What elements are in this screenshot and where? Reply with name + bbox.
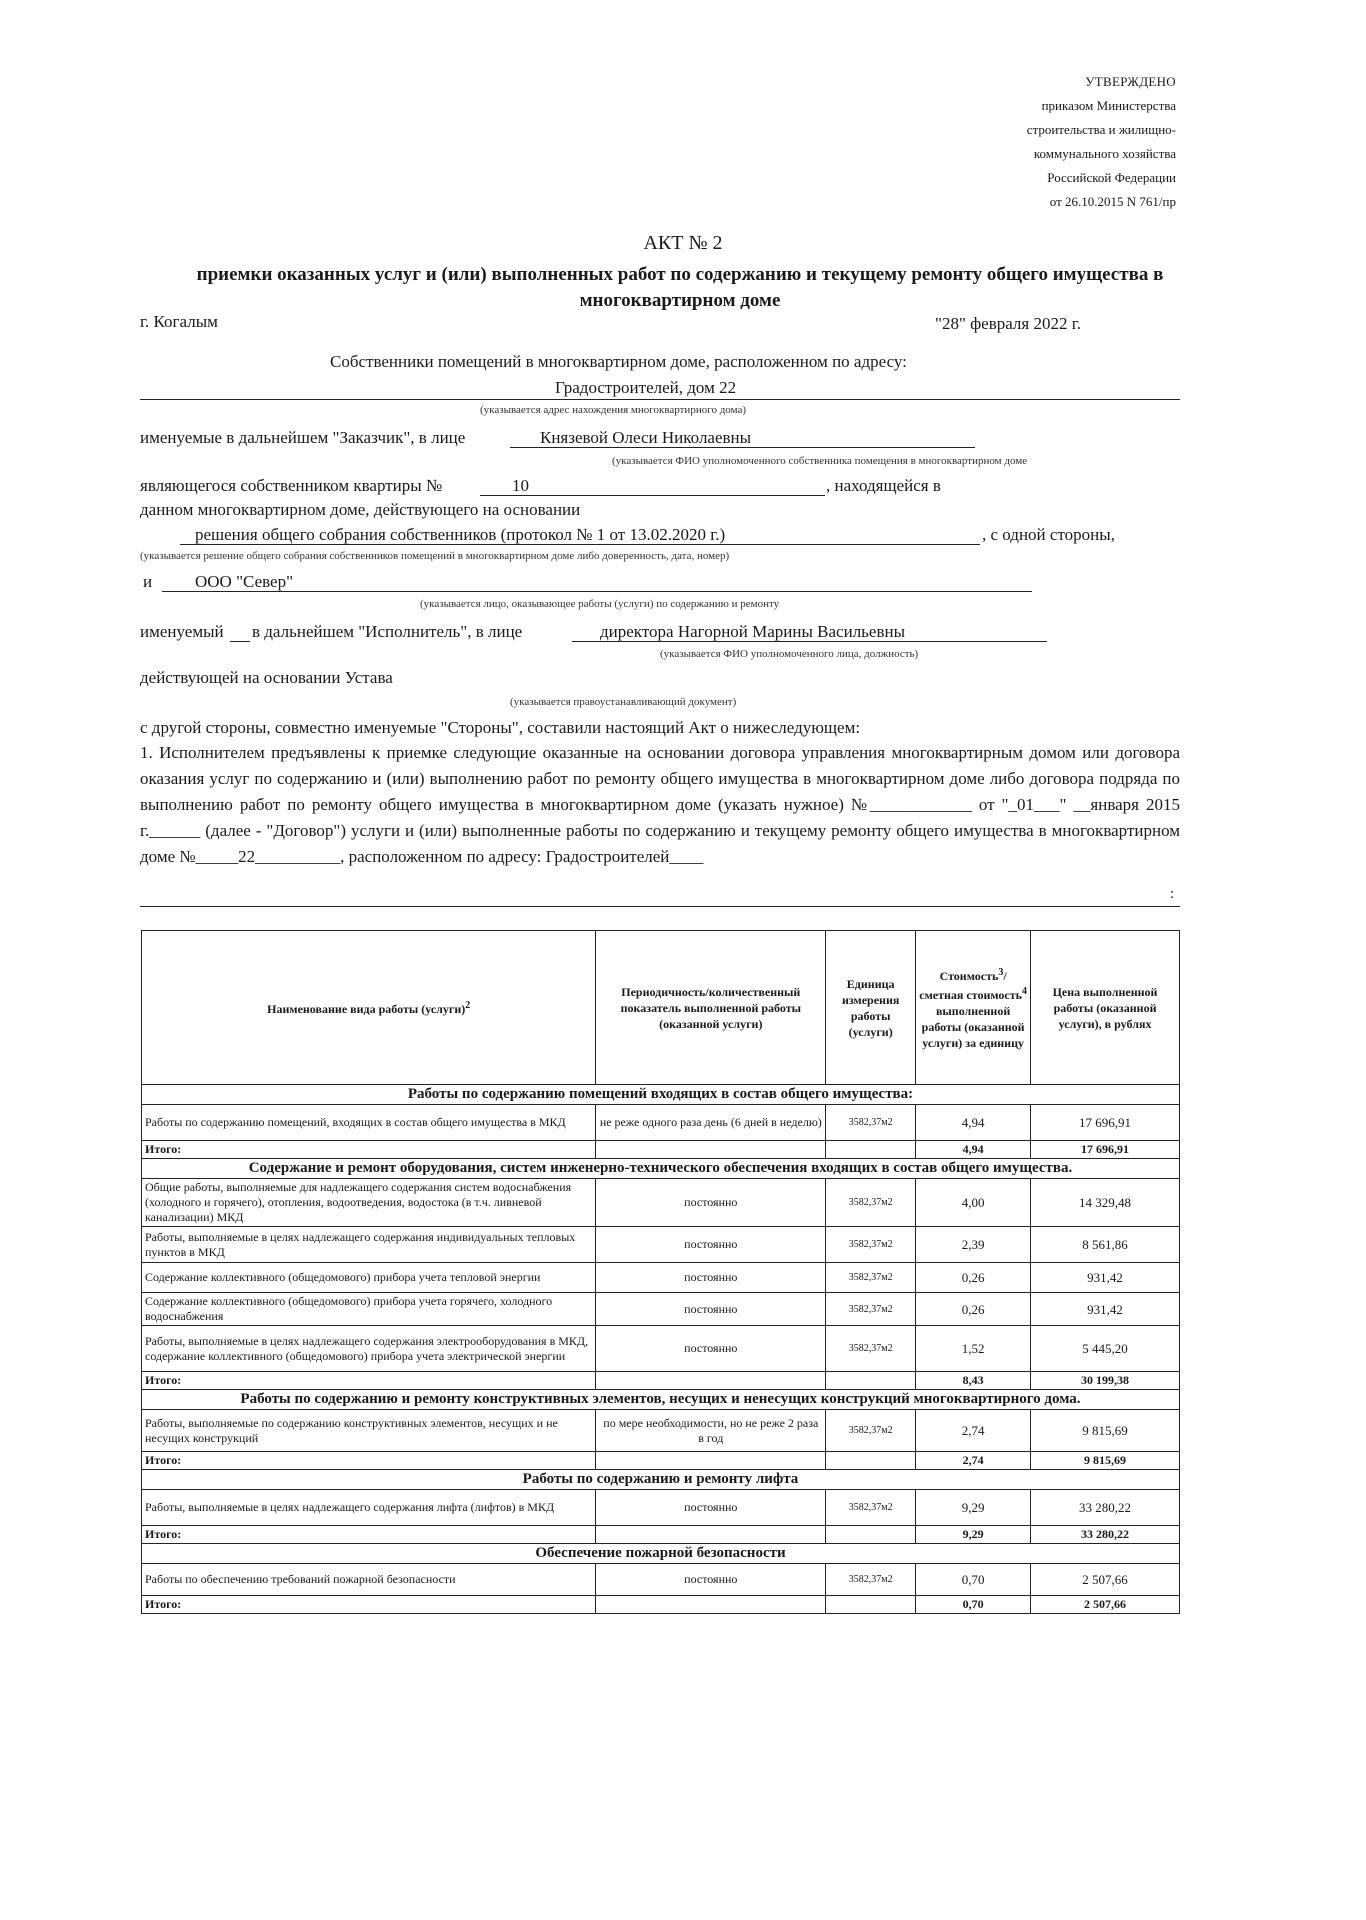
basis-text: решения общего собрания собственников (протокол № 1 от 13.02.2020 г.) bbox=[195, 525, 726, 544]
empty-cell bbox=[826, 1452, 916, 1470]
section-title: Обеспечение пожарной безопасности bbox=[142, 1544, 1180, 1564]
work-price: 5 445,20 bbox=[1031, 1326, 1180, 1372]
contractor-hint: (указывается лицо, оказывающее работы (услуги) по содержанию и ремонту bbox=[420, 598, 780, 610]
empty-cell bbox=[596, 1141, 826, 1159]
total-label: Итого: bbox=[142, 1372, 596, 1390]
total-price: 2 507,66 bbox=[1031, 1596, 1180, 1614]
work-unit: 3582,37м2 bbox=[826, 1326, 916, 1372]
approval-head: УТВЕРЖДЕНО bbox=[1085, 74, 1176, 89]
total-label: Итого: bbox=[142, 1141, 596, 1159]
work-name: Содержание коллективного (общедомового) прибора учета горячего, холодного водоснабжения bbox=[142, 1293, 596, 1326]
table-row bbox=[142, 1105, 1180, 1141]
work-unit-cost: 0,26 bbox=[916, 1293, 1031, 1326]
work-period: постоянно bbox=[596, 1293, 826, 1326]
section-title: Работы по содержанию и ремонту лифта bbox=[142, 1470, 1180, 1490]
contractor-name: ООО "Север" bbox=[195, 572, 294, 591]
total-cost: 8,43 bbox=[916, 1372, 1031, 1390]
table-header-row bbox=[142, 931, 1180, 1085]
empty-cell bbox=[596, 1452, 826, 1470]
address-hint: (указывается адрес нахождения многоквартирного дома) bbox=[480, 404, 747, 416]
approval-stamp bbox=[876, 70, 1176, 214]
total-price: 33 280,22 bbox=[1031, 1526, 1180, 1544]
section-header-row bbox=[142, 1544, 1180, 1564]
work-unit-cost: 2,74 bbox=[916, 1410, 1031, 1452]
owners-line: Собственники помещений в многоквартирном доме, расположенном по адресу: bbox=[330, 352, 907, 371]
total-row bbox=[142, 1372, 1180, 1390]
acting-hint: (указывается правоустанавливающий документ) bbox=[510, 696, 737, 708]
executor-hint: (указывается ФИО уполномоченного лица, должность) bbox=[660, 648, 919, 660]
work-price: 9 815,69 bbox=[1031, 1410, 1180, 1452]
empty-cell bbox=[826, 1372, 916, 1390]
customer-prefix: именуемые в дальнейшем "Заказчик", в лице bbox=[140, 428, 466, 447]
work-unit-cost: 0,26 bbox=[916, 1263, 1031, 1293]
total-row bbox=[142, 1526, 1180, 1544]
executor-name: директора Нагорной Марины Васильевны bbox=[600, 622, 906, 641]
work-name: Работы, выполняемые в целях надлежащего содержания лифта (лифтов) в МКД bbox=[142, 1490, 596, 1526]
approval-line: Российской Федерации bbox=[1047, 170, 1176, 185]
work-unit: 3582,37м2 bbox=[826, 1564, 916, 1596]
executor-prefix: именуемый bbox=[140, 622, 224, 641]
total-row bbox=[142, 1452, 1180, 1470]
empty-cell bbox=[826, 1596, 916, 1614]
clause-1: 1. Исполнителем предъявлены к приемке следующие оказанные на основании договора управления многоквартирным домом или договора оказания услуг по содержанию и (или) выполнению работ по ремонту общего имущества в многоквартирном доме либо договора подряда по выполнению работ по ремонту общего имущества в многоквартирном доме (указать нужное) №____________ от "_01___" __января 2015 г.______ (далее - "Договор") услуги и (или) выполненные работы по содержанию и текущему ремонту общего имущества в многоквартирном доме №_____22__________, расположенном по адресу: Градостроителей____ bbox=[140, 743, 1180, 866]
basis-suffix: , с одной стороны, bbox=[982, 525, 1115, 544]
basis-line: данном многоквартирном доме, действующего на основании bbox=[140, 500, 581, 519]
customer-hint: (указывается ФИО уполномоченного собственника помещения в многоквартирном доме bbox=[612, 455, 1028, 467]
work-unit: 3582,37м2 bbox=[826, 1263, 916, 1293]
work-price: 931,42 bbox=[1031, 1293, 1180, 1326]
work-price: 931,42 bbox=[1031, 1263, 1180, 1293]
work-name: Работы, выполняемые в целях надлежащего содержания электрооборудования в МКД, содержание коллективного (общедомового) прибора учета электрической энергии bbox=[142, 1326, 596, 1372]
header-unit: Единица измерения работы (услуги) bbox=[826, 931, 916, 1085]
work-unit-cost: 0,70 bbox=[916, 1564, 1031, 1596]
total-price: 9 815,69 bbox=[1031, 1452, 1180, 1470]
work-unit-cost: 1,52 bbox=[916, 1326, 1031, 1372]
work-period: постоянно bbox=[596, 1227, 826, 1263]
executor-middle: в дальнейшем "Исполнитель", в лице bbox=[252, 622, 523, 641]
act-city: г. Когалым bbox=[140, 312, 218, 331]
empty-cell bbox=[596, 1372, 826, 1390]
address-underline bbox=[140, 399, 1180, 400]
header-price: Цена выполненной работы (оказанной услуги), в рублях bbox=[1031, 931, 1180, 1085]
work-unit: 3582,37м2 bbox=[826, 1293, 916, 1326]
total-cost: 9,29 bbox=[916, 1526, 1031, 1544]
section-header-row bbox=[142, 1390, 1180, 1410]
work-price: 17 696,91 bbox=[1031, 1105, 1180, 1141]
apartment-suffix: , находящейся в bbox=[826, 476, 941, 495]
work-unit: 3582,37м2 bbox=[826, 1105, 916, 1141]
act-title: АКТ № 2 bbox=[643, 232, 723, 254]
act-date: "28" февраля 2022 г. bbox=[935, 314, 1082, 333]
work-name: Содержание коллективного (общедомового) прибора учета тепловой энергии bbox=[142, 1263, 596, 1293]
total-row bbox=[142, 1141, 1180, 1159]
total-label: Итого: bbox=[142, 1596, 596, 1614]
total-row bbox=[142, 1596, 1180, 1614]
table-row bbox=[142, 1179, 1180, 1227]
section-title: Работы по содержанию помещений входящих в состав общего имущества: bbox=[142, 1085, 1180, 1105]
work-name: Работы, выполняемые по содержанию конструктивных элементов, несущих и не несущих конструкций bbox=[142, 1410, 596, 1452]
total-cost: 4,94 bbox=[916, 1141, 1031, 1159]
total-price: 30 199,38 bbox=[1031, 1372, 1180, 1390]
act-subtitle: приемки оказанных услуг и (или) выполненных работ по содержанию и текущему ремонту общего имущества в многоквартирном доме bbox=[196, 264, 1164, 311]
approval-line: коммунального хозяйства bbox=[1033, 146, 1176, 161]
work-name: Работы по обеспечению требований пожарной безопасности bbox=[142, 1564, 596, 1596]
work-unit: 3582,37м2 bbox=[826, 1410, 916, 1452]
total-label: Итого: bbox=[142, 1452, 596, 1470]
approval-line: приказом Министерства bbox=[1041, 98, 1176, 113]
approval-line: строительства и жилищно- bbox=[1026, 122, 1176, 137]
section-title: Работы по содержанию и ремонту конструктивных элементов, несущих и ненесущих конструкций многоквартирного дома. bbox=[142, 1390, 1180, 1410]
clause-colon: : bbox=[1170, 886, 1175, 902]
work-unit: 3582,37м2 bbox=[826, 1227, 916, 1263]
acting-text: действующей на основании Устава bbox=[140, 668, 393, 687]
work-unit-cost: 9,29 bbox=[916, 1490, 1031, 1526]
header-name: Наименование вида работы (услуги)$^2$ bbox=[142, 931, 596, 1085]
total-price: 17 696,91 bbox=[1031, 1141, 1180, 1159]
apartment-prefix: являющегося собственником квартиры № bbox=[140, 476, 443, 495]
works-table bbox=[141, 930, 1180, 1614]
section-header-row bbox=[142, 1470, 1180, 1490]
section-header-row bbox=[142, 1159, 1180, 1179]
header-period: Периодичность/количественный показатель выполненной работы (оказанной услуги) bbox=[596, 931, 826, 1085]
work-period: постоянно bbox=[596, 1179, 826, 1227]
empty-cell bbox=[596, 1596, 826, 1614]
contractor-prefix: и bbox=[143, 572, 153, 591]
empty-cell bbox=[826, 1526, 916, 1544]
work-period: постоянно bbox=[596, 1490, 826, 1526]
table-row bbox=[142, 1490, 1180, 1526]
work-name: Работы, выполняемые в целях надлежащего содержания индивидуальных тепловых пунктов в МКД bbox=[142, 1227, 596, 1263]
table-row bbox=[142, 1326, 1180, 1372]
section-title: Содержание и ремонт оборудования, систем инженерно-технического обеспечения входящих в состав общего имущества. bbox=[142, 1159, 1180, 1179]
work-name: Общие работы, выполняемые для надлежащего содержания систем водоснабжения (холодного и горячего), отопления, водоотведения, водостока (в т.ч. ливневой канализации) МКД bbox=[142, 1179, 596, 1227]
sides-line: с другой стороны, совместно именуемые "Стороны", составили настоящий Акт о нижеследующем: bbox=[140, 718, 861, 737]
work-period: постоянно bbox=[596, 1326, 826, 1372]
header-cost: Стоимость$^3$/сметная стоимость$^4$ выполненной работы (оказанной услуги) за единицу bbox=[916, 931, 1031, 1085]
total-cost: 2,74 bbox=[916, 1452, 1031, 1470]
apartment-underline bbox=[480, 495, 825, 496]
address-value: Градостроителей, дом 22 bbox=[555, 378, 737, 397]
clause-underline bbox=[140, 906, 1180, 907]
work-unit-cost: 4,94 bbox=[916, 1105, 1031, 1141]
work-unit-cost: 4,00 bbox=[916, 1179, 1031, 1227]
work-unit: 3582,37м2 bbox=[826, 1490, 916, 1526]
total-label: Итого: bbox=[142, 1526, 596, 1544]
table-row bbox=[142, 1263, 1180, 1293]
table-row bbox=[142, 1410, 1180, 1452]
empty-cell bbox=[826, 1141, 916, 1159]
table-row bbox=[142, 1564, 1180, 1596]
basis-hint: (указывается решение общего собрания собственников помещений в многоквартирном доме либо доверенность, дата, номер) bbox=[140, 550, 730, 562]
executor-underline-1 bbox=[230, 641, 250, 642]
approval-line: от 26.10.2015 N 761/пр bbox=[1049, 194, 1176, 209]
work-period: постоянно bbox=[596, 1263, 826, 1293]
work-price: 14 329,48 bbox=[1031, 1179, 1180, 1227]
work-period: по мере необходимости, но не реже 2 раза в год bbox=[596, 1410, 826, 1452]
work-price: 8 561,86 bbox=[1031, 1227, 1180, 1263]
customer-name: Князевой Олеси Николаевны bbox=[540, 428, 752, 447]
work-unit-cost: 2,39 bbox=[916, 1227, 1031, 1263]
table-row bbox=[142, 1227, 1180, 1263]
empty-cell bbox=[596, 1526, 826, 1544]
work-name: Работы по содержанию помещений, входящих в состав общего имущества в МКД bbox=[142, 1105, 596, 1141]
work-unit: 3582,37м2 bbox=[826, 1179, 916, 1227]
work-period: не реже одного раза день (6 дней в неделю) bbox=[596, 1105, 826, 1141]
total-cost: 0,70 bbox=[916, 1596, 1031, 1614]
apartment-number: 10 bbox=[512, 476, 529, 495]
table-row bbox=[142, 1293, 1180, 1326]
section-header-row bbox=[142, 1085, 1180, 1105]
work-price: 2 507,66 bbox=[1031, 1564, 1180, 1596]
work-price: 33 280,22 bbox=[1031, 1490, 1180, 1526]
work-period: постоянно bbox=[596, 1564, 826, 1596]
